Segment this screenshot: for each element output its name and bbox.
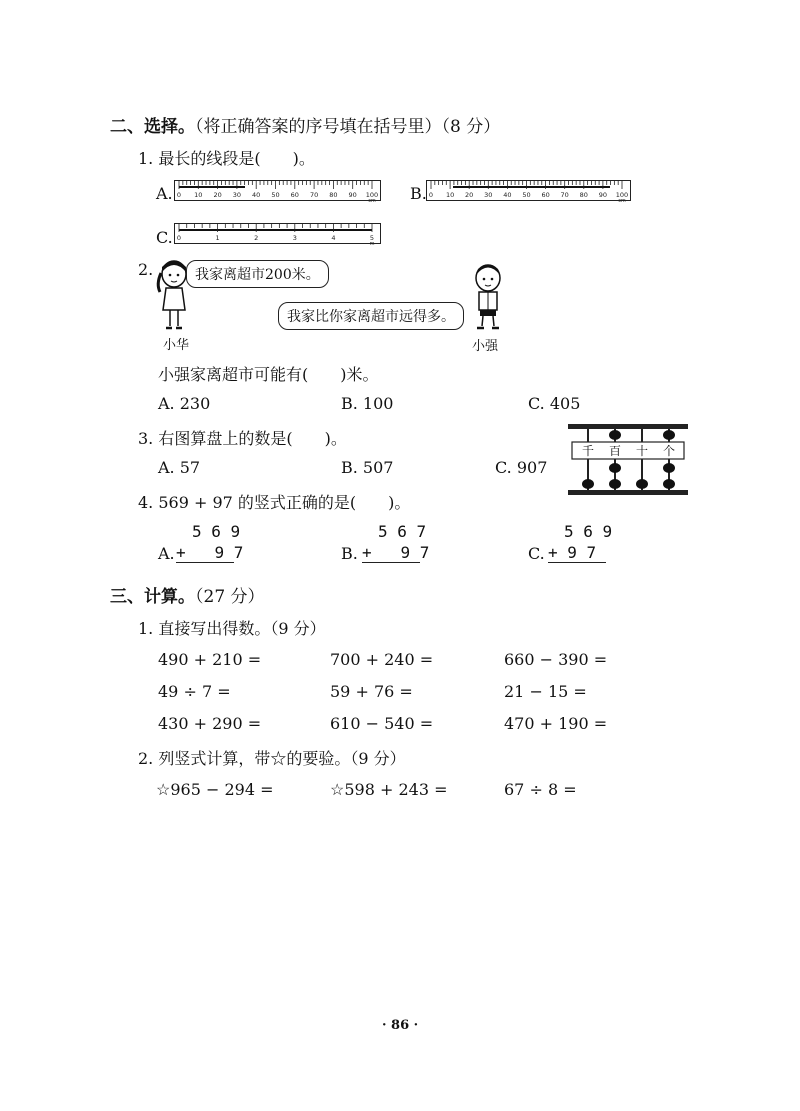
ruler-c-tick-label: 5 xyxy=(369,234,375,242)
name-xiaohua: 小华 xyxy=(163,338,190,353)
speech-bubble-xiaohua: 我家离超市200米。 xyxy=(186,260,329,288)
ruler-b-tick-label: 70 xyxy=(560,191,569,199)
calc-r3-c3: 470 + 190 = xyxy=(504,714,608,733)
ruler-a-unit-label: cm xyxy=(368,198,376,204)
s3-q2-stem: 2. 列竖式计算，带☆的要验。（9 分） xyxy=(138,749,406,768)
s3-q1-stem: 1. 直接写出得数。（9 分） xyxy=(138,619,326,638)
q3-stem: 3. 右图算盘上的数是( )。 xyxy=(138,429,347,448)
ruler-c-tick-label: 3 xyxy=(292,234,297,242)
ruler-a-tick-label: 60 xyxy=(290,191,299,199)
q1-option-a-label: A. xyxy=(156,184,173,203)
ruler-a xyxy=(174,178,382,204)
calc-r2-c3: 21 − 15 = xyxy=(504,682,587,701)
calc-r3-c1: 430 + 290 = xyxy=(158,714,262,733)
q1-stem: 1. 最长的线段是( )。 xyxy=(138,149,315,168)
ruler-b-tick-label: 40 xyxy=(503,191,512,199)
ruler-a-tick-label: 0 xyxy=(176,191,182,199)
ruler-c-tick-label: 4 xyxy=(331,234,336,242)
ruler-c-tick-label: 2 xyxy=(254,234,259,242)
q3-option-b: B. 507 xyxy=(341,458,394,477)
q4-option-b-label: B. xyxy=(341,544,358,563)
ruler-a-tick-label: 90 xyxy=(348,191,357,199)
calc-r1-c1: 490 + 210 = xyxy=(158,650,262,669)
ruler-b-tick-label: 60 xyxy=(541,191,550,199)
section-3-heading: 三、计算。 xyxy=(110,587,195,607)
speech-bubble-xiaoqiang: 我家比你家离超市远得多。 xyxy=(278,302,464,330)
ruler-c-unit-label: m xyxy=(369,241,375,247)
section-2-heading: 二、选择。 xyxy=(110,117,195,137)
q4-c-bottom: + 9 7 xyxy=(548,543,616,562)
q3-option-c: C. 907 xyxy=(495,458,548,477)
calc-r1-c3: 660 − 390 = xyxy=(504,650,608,669)
vertical-calc-1: ☆965 − 294 = xyxy=(156,780,274,799)
q4-b-bottom: + 9 7 xyxy=(362,543,430,562)
q4-option-a-label: A. xyxy=(158,544,175,563)
calc-r2-c1: 49 ÷ 7 = xyxy=(158,682,231,701)
q4-c-top: 5 6 9 xyxy=(564,522,613,541)
section-3-note: （27 分） xyxy=(195,587,265,607)
ruler-a-tick-label: 20 xyxy=(213,191,222,199)
calc-r1-c2: 700 + 240 = xyxy=(330,650,434,669)
calc-r2-c2: 59 + 76 = xyxy=(330,682,413,701)
q3-option-a: A. 57 xyxy=(158,458,201,477)
ruler-a-tick-label: 30 xyxy=(232,191,242,199)
ruler-b-tick-label: 100 xyxy=(615,191,629,199)
ruler-a-tick-label: 80 xyxy=(329,191,338,199)
ruler-c-tick-label: 1 xyxy=(215,234,220,242)
q4-a-top: 5 6 9 xyxy=(192,522,241,541)
q1-option-b-label: B. xyxy=(410,184,427,203)
ruler-a-tick-label: 100 xyxy=(365,191,379,199)
ruler-c-body xyxy=(175,224,381,244)
section-2-note: （将正确答案的序号填在括号里）（8 分） xyxy=(195,117,501,137)
ruler-a-tick-label: 50 xyxy=(271,191,280,199)
vertical-calc-3: 67 ÷ 8 = xyxy=(504,780,577,799)
abacus-place-label: 个 xyxy=(662,444,676,458)
abacus-place-label: 十 xyxy=(635,444,649,458)
q2-number: 2. xyxy=(138,260,154,279)
boy-xiaoqiang-illustration xyxy=(468,262,508,332)
q2-option-b: B. 100 xyxy=(341,394,394,413)
q2-stem: 小强家离超市可能有( )米。 xyxy=(158,365,379,384)
ruler-c-tick-label: 0 xyxy=(176,234,182,242)
q4-b-top: 5 6 7 xyxy=(378,522,427,541)
vertical-calc-2: ☆598 + 243 = xyxy=(330,780,448,799)
q4-stem: 4. 569 + 97 的竖式正确的是( )。 xyxy=(138,493,411,512)
section-2-title xyxy=(110,112,500,137)
abacus-place-label: 百 xyxy=(608,444,622,458)
q4-option-c-label: C. xyxy=(528,544,545,563)
section-3-title xyxy=(110,582,265,607)
abacus-place-label: 千 xyxy=(581,444,595,458)
ruler-b-tick-label: 30 xyxy=(484,191,493,199)
ruler-b xyxy=(426,178,632,204)
ruler-b-tick-label: 90 xyxy=(598,191,608,199)
ruler-b-tick-label: 10 xyxy=(445,191,455,199)
q2-option-a: A. 230 xyxy=(158,394,211,413)
ruler-a-tick-label: 40 xyxy=(252,191,261,199)
q2-option-c: C. 405 xyxy=(528,394,581,413)
ruler-b-tick-label: 50 xyxy=(522,191,531,199)
calc-r3-c2: 610 − 540 = xyxy=(330,714,434,733)
q1-option-c-label: C. xyxy=(156,228,173,247)
ruler-c xyxy=(174,221,382,247)
q4-a-bottom: + 9 7 xyxy=(176,543,244,562)
name-xiaoqiang: 小强 xyxy=(472,339,499,354)
page-number: · 86 · xyxy=(382,1018,419,1033)
ruler-b-tick-label: 20 xyxy=(465,191,474,199)
ruler-b-unit-label: cm xyxy=(618,198,626,204)
ruler-b-tick-label: 0 xyxy=(428,191,434,199)
ruler-a-tick-label: 70 xyxy=(309,191,319,199)
ruler-a-tick-label: 10 xyxy=(194,191,203,199)
ruler-b-tick-label: 80 xyxy=(579,191,588,199)
abacus xyxy=(566,422,690,498)
